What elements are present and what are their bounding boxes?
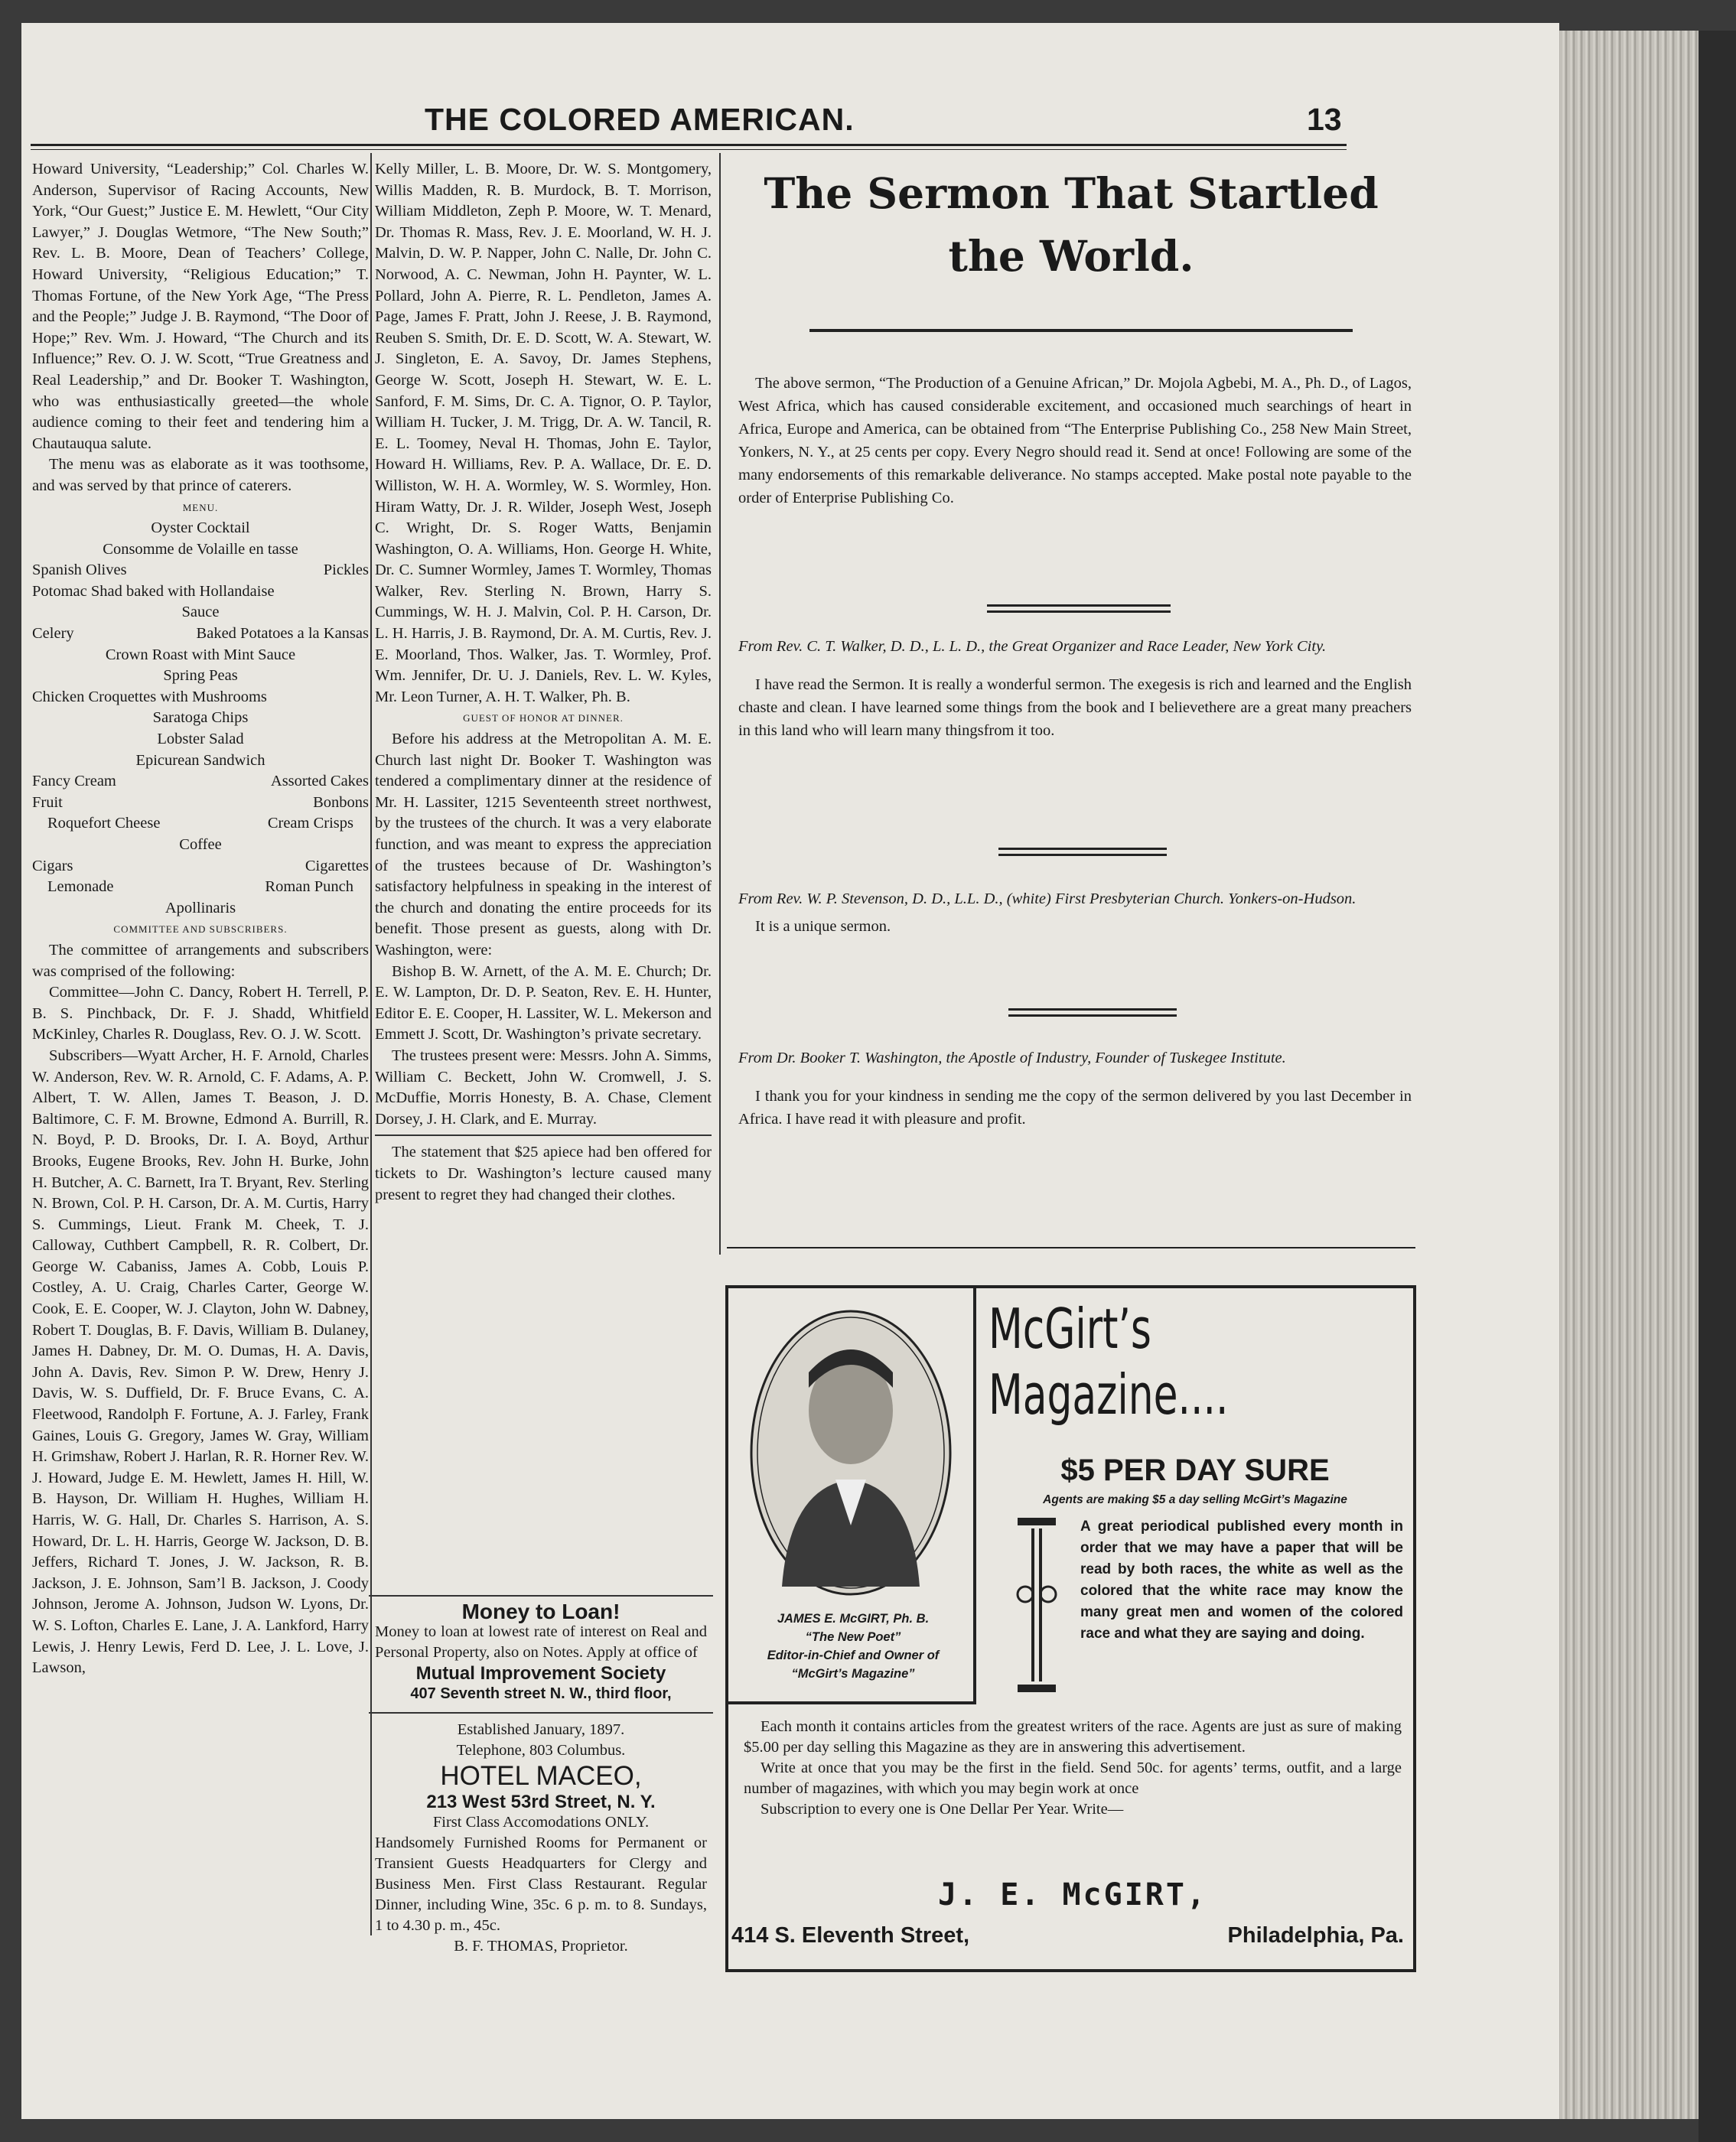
menu-item: Fruit [32,793,63,811]
menu-item: Roquefort Cheese [47,815,161,832]
menu-item: Fancy Cream [32,773,116,790]
menu-item: Lobster Salad [157,731,244,748]
subscribers-list: Subscribers—Wyatt Archer, H. F. Arnold, Charles W. Anderson, Rev. W. R. Arnold, C. F. Adams, A. P. Albert, T. W. Allen, James T. Beason, J. D. Baltimore, C. F. M. Browne, Edmond A. Burrill, R. N. Boyd, P. D. Brooks, Dr. I. A. Boyd, Arthur Brooks, Eugene Brooks, Rev. John H. Burke, John H. Butcher, A. C. Barnett, Ira T. Bryant, Rev. Sterling N. Brown, Col. P. H. Carson, Dr. A. M. Curtis, Harry S. Cummings, Lieut. Frank M. Cheek, T. J. Calloway, Cuthbert Campbell, R. R. Colbert, Dr. George W. Cabaniss, James A. Cobb, Louis P. Costley, A. U. Craig, Charles Carter, George W. Cook, E. E. Cooper, W. J. Clayton, John W. Dabney, Robert T. Douglas, B. F. Davis, William B. Dulaney, James H. Dabney, Dr. M. O. Dumas, H. A. Davis, John A. Davis, Rev. Simon P. W. Drew, Henry J. Davis, W. S. Duffield, Dr. F. Bruce Evans, C. A. Fleetwood, Randolph F. Fortune, A. J. Farley, Frank Gaines, Louis G. Gregory, James W. Gray, William H. Grimshaw, Robert J. Harlan, R. R. Horner Rev. W. J. Howard, Judge E. M. Hewlett, James H. Hill, W. B. Hayson, Dr. William H. Hughes, William H. Harris, W. G. Hall, Dr. Charles S. Harrison, A. S. Howard, Dr. L. H. Harris, George W. Jackson, D. B. Jeffers, Richard T. Jones, J. W. Jackson, R. B. Jackson, J. E. Johnson, Sam’l B. Jackson, J. Coody Johnson, Jerome A. Johnson, Judson W. Lyons, Dr. W. S. Lofton, Charles E. Lane, J. A. Lankford, Harry Lewis, J. Henry Lewis, Ferd D. Lee, J. L. Love, J. Lawson, [32,1047,369,1677]
endorsement-walker [738,635,1412,742]
double-rule [987,610,1171,613]
menu-row [32,856,369,877]
double-rule [1008,1014,1177,1017]
menu-item: Baked Potatoes a la Kansas [196,625,369,643]
menu-item: Spring Peas [163,667,238,685]
double-rule [998,854,1167,856]
ad-rule [369,1712,713,1714]
menu-item: Coffee [179,836,222,853]
publisher-name: J. E. McGIRT, [937,1877,1208,1912]
article-paragraph: The committee of arrangements and subscribers was comprised of the following: [32,941,369,980]
menu-heading: MENU. [182,501,219,513]
guest-heading: GUEST OF HONOR AT DINNER. [463,712,624,724]
menu-row [32,813,369,835]
caption-editor: Editor-in-Chief and Owner of [767,1649,940,1662]
menu-item: Spanish Olives [32,562,127,579]
caption-poet: “The New Poet” [805,1630,901,1644]
five-dollars-headline: $5 PER DAY SURE [1060,1454,1330,1487]
attendee-list: Kelly Miller, L. B. Moore, Dr. W. S. Montgomery, Willis Madden, R. B. Murdock, B. T. Morrison, William Middleton, Zeph P. Moore, W. T. Menard, Dr. Thomas R. Mass, Rev. J. E. Moorland, W. H. J. Malvin, D. W. P. Napper, John C. Nalle, Dr. John C. Norwood, A. C. Newman, John H. Paynter, W. L. Pollard, John A. Pierre, R. L. Pendleton, James A. Page, James F. Pratt, John J. Reese, J. B. Raymond, Reuben S. Smith, Dr. E. D. Scott, W. A. Stewart, W. J. Singleton, E. A. Savoy, Dr. James Stephens, George W. Scott, Joseph H. Stewart, W. E. L. Sanford, F. M. Sims, Dr. C. A. Tignor, O. P. Taylor, William H. Tucker, J. M. Trigg, Dr. A. W. Tancil, R. E. L. Toomey, Neval H. Thomas, John E. Taylor, Howard H. Williams, Rev. P. A. Wallace, Dr. E. D. Williston, W. H. A. Wormley, W. S. Wormley, Hon. Hiram Watty, Dr. J. R. Wilder, Joseph West, Joseph C. Wright, Dr. S. Roger Watts, Benjamin Washington, O. A. Williams, Hon. George H. White, Dr. C. Sumner Wormley, James T. Wormley, Thomas Walker, Rev. Sterling N. Brown, Harry S. Cummings, W. H. J. Malvin, Col. P. H. Carson, Dr. L. H. Harris, J. B. Raymond, Dr. A. M. Curtis, Rev. J. E. Moorland, Thos. Walker, Jas. T. Wormley, Prof. Wm. Jennifer, Dr. U. J. Daniels, Rev. L. W. Kyles, Mr. Leon Turner, A. H. T. Walker, Ph. B. [375,161,712,705]
magazine-description: A great periodical published every month in order that we may have a paper that will be read by both races, the white as well as the colored that the white race may know the many great men and women of the colored race and what they are saying and doing. [1080,1519,1403,1642]
loan-title: Money to Loan! [461,1600,620,1623]
title-rule [809,329,1353,332]
menu-item: Chicken Croquettes with Mushrooms [32,688,267,705]
menu-item: Potomac Shad baked with Hollandaise [32,582,275,600]
menu-item: Saratoga Chips [152,709,249,727]
hotel-established: Established January, 1897. [457,1721,625,1738]
hotel-address: 213 West 53rd Street, N. Y. [426,1792,656,1812]
loan-body: Money to loan at lowest rate of interest on Real and Personal Property, also on Notes. Apply at office of [375,1623,707,1661]
ornament-icon [1010,1518,1063,1694]
ad-paragraph: Write at once that you may be the first in the field. Send 50c. for agents’ terms, outfit, and a large number of magazines, with which you may begin work at once [744,1760,1402,1797]
ad-paragraph: Subscription to every one is One Dellar Per Year. Write— [761,1801,1124,1818]
book-page-edges [1553,31,1714,2119]
article-paragraph: The trustees present were: Messrs. John A. Simms, William C. Beckett, John W. Cromwell, J. S. McDuffie, Morris Honesty, B. A. Chase, Clement Dorsey, J. H. Clark, and E. Murray. [375,1047,712,1128]
menu-item: Cream Crisps [267,815,353,832]
menu-item: Assorted Cakes [270,773,369,790]
double-rule [1008,1008,1177,1011]
loan-address: 407 Seventh street N. W., third floor, [410,1685,672,1702]
article-paragraph: The menu was as elaborate as it was toothsome, and was served by that prince of caterers. [32,456,369,494]
scan-background [1699,31,1736,2142]
ad-body [744,1717,1402,1820]
menu-item: Bonbons [313,793,369,811]
menu-item: Cigarettes [305,857,369,874]
menu-row [32,771,369,793]
column-1 [32,159,369,1679]
section-rule [375,1134,712,1136]
committee-heading: COMMITTEE AND SUBSCRIBERS. [113,923,288,936]
caption-name: JAMES E. McGIRT, Ph. B. [777,1612,930,1626]
endorsement-text: It is a unique sermon. [755,918,891,935]
menu-item: Celery [32,625,74,643]
menu-item: Epicurean Sandwich [135,751,265,769]
masthead-rule-thin [31,149,1347,150]
menu-item: Sauce [181,604,220,621]
menu-row [32,560,369,581]
sermon-title-line: The Sermon That Startled [764,168,1379,218]
page-number: 13 [1307,102,1342,137]
portrait-illustration [736,1296,966,1610]
article-paragraph: Before his address at the Metropolitan A. M. E. Church last night Dr. Booker T. Washington was tendered a complimentary dinner at the residence of Mr. H. Lassiter, 1215 Seventeenth street northwest, by the trustees of the church. It was a very elaborate function, and was meant to express the appreciation of the trustees because of Dr. Washington’s satisfactory helpfulness in speaking in the interest of the church and donating the entire proceeds for its benefit. Those present as guests, along with Dr. Washington, were: [375,731,712,959]
loan-society: Mutual Improvement Society [415,1663,666,1684]
ad-paragraph: Each month it contains articles from the greatest writers of the race. Agents are just as sure of making $5.00 per day selling this Magazine as they are in answering this advertisement. [744,1718,1402,1756]
menu-item: Cigars [32,857,73,874]
sermon-intro [738,372,1412,509]
menu-item: Apollinaris [164,899,236,916]
menu-item: Lemonade [47,878,114,896]
endorsement-source: From Rev. C. T. Walker, D. D., L. L. D., the Great Organizer and Race Leader, New York City. [738,638,1327,655]
menu-row [32,793,369,814]
menu-row [32,877,369,898]
hotel-first-class: First Class Accomodations ONLY. [432,1814,650,1831]
hotel-proprietor: B. F. THOMAS, Proprietor. [454,1938,628,1955]
article-paragraph: Howard University, “Leadership;” Col. Charles W. Anderson, Supervisor of Racing Accounts, New York, “Our Guest;” Justice E. M. Hewlett, “Our City Lawyer,” J. Douglas Wetmore, “The New South;” Rev. L. B. Moore, Dean of Teachers’ College, Howard University, “Religious Education;” T. Thomas Fortune, of the New York Age, “The Press and the People;” Judge J. B. Raymond, “The Door of Hope;” Rev. Wm. J. Howard, “The Church and its Influence;” Rev. O. J. W. Scott, “True Greatness and Real Leadership,” and Dr. Booker T. Washington, who was enthusiastically greeted—the whole audience coming to their feet and tendering him a Chautauqua salute. [32,161,369,452]
article-paragraph: Committee—John C. Dancy, Robert H. Terrell, P. B. S. Pinchback, Dr. F. J. Shadd, Whitfield McKinley, Charles R. Douglass, Rev. O. J. W. Scott. [32,984,369,1043]
mcgirt-advertisement [725,1285,1416,1972]
menu-item: Pickles [323,562,369,579]
masthead-rule [31,144,1347,146]
menu-item: Roman Punch [265,878,353,896]
double-rule [998,848,1167,850]
sermon-title-line: the World. [948,231,1194,281]
portrait-panel [728,1288,976,1704]
hotel-name: HOTEL MACEO, [440,1761,642,1791]
endorsement-stevenson [738,887,1412,938]
double-rule [987,604,1171,607]
magazine-title-line: McGirt’s [989,1297,1151,1361]
publisher-city: Philadelphia, Pa. [1227,1923,1404,1948]
magazine-title-line: Magazine.... [989,1362,1229,1427]
sermon-intro-text: The above sermon, “The Production of a Genuine African,” Dr. Mojola Agbebi, M. A., Ph. D., of Lagos, West Africa, which has caused considerable excitement, and occasioned much searchings of heart in Africa, Europe and America, can be obtained from “The Enterprise Publishing Co., 258 New Main Street, Yonkers, N. Y., at 25 cents per copy. Every Negro should read it. Send at once! Following are some of the many endorsements of this remarkable deliverance. No stamps accepted. Make postal note payable to the order of Enterprise Publishing Co. [738,375,1412,506]
menu-item: Consomme de Volaille en tasse [103,540,298,558]
endorsement-text: I have read the Sermon. It is really a wonderful sermon. The exegesis is rich and learned and the English chaste and clean. I have learned some things from the book and I believethere are a great many preachers in this land who will learn many thingsfrom it too. [738,676,1412,739]
sermon-title [727,162,1415,288]
endorsement-text: I thank you for your kindness in sending me the copy of the sermon delivered by you last December in Africa. I have read it with pleasure and profit. [738,1088,1412,1128]
endorsement-source: From Rev. W. P. Stevenson, D. D., L.L. D., (white) First Presbyterian Church. Yonkers-on-Hudson. [738,890,1357,907]
endorsement-washington [738,1047,1412,1131]
section-rule [727,1247,1415,1248]
magazine-title [989,1296,1286,1427]
article-paragraph: Bishop B. W. Arnett, of the A. M. E. Church; Dr. E. W. Lampton, Dr. D. P. Seaton, Rev. E. H. Hunter, Editor E. E. Cooper, H. Lassiter, W. L. Mekerson and Emmett J. Scott, Dr. Washington’s private secretary. [375,962,712,1043]
menu-row [32,623,369,645]
caption-magazine: “McGirt’s Magazine” [791,1667,915,1681]
article-paragraph: The statement that $25 apiece had ben offered for tickets to Dr. Washington’s lecture caused many present to regret they had changed their clothes. [375,1144,712,1203]
masthead-title: THE COLORED AMERICAN. [425,102,855,137]
endorsement-source: From Dr. Booker T. Washington, the Apostle of Industry, Founder of Tuskegee Institute. [738,1050,1286,1066]
column-divider-2 [719,153,721,1255]
column-2 [375,159,712,1206]
menu-item: Oyster Cocktail [151,519,250,537]
portrait-caption [742,1610,964,1683]
ad-rule [369,1595,713,1597]
hotel-telephone: Telephone, 803 Columbus. [456,1742,626,1759]
hotel-body: Handsomely Furnished Rooms for Permanent or Transient Guests Headquarters for Clergy and Business Men. First Class Restaurant. Regular Dinner, including Wine, 35c. 6 p. m. to 8. Sundays, 1 to 4.30 p. m., 45c. [375,1834,707,1934]
agents-subhead: Agents are making $5 a day selling McGirt’s Magazine [1043,1493,1347,1506]
menu-item: Crown Roast with Mint Sauce [105,646,296,663]
publisher-street: 414 S. Eleventh Street, [731,1923,970,1948]
loan-advertisement [369,1595,713,1957]
